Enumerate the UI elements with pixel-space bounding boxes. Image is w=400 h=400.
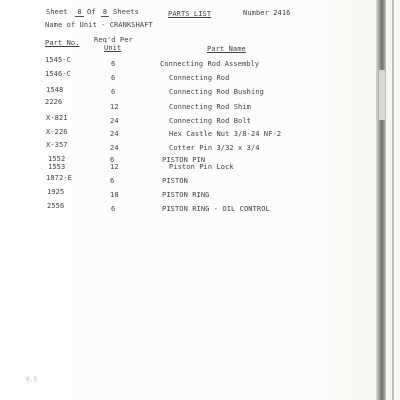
part-number: 1552 [48, 155, 66, 163]
quantity: 6 [111, 60, 116, 68]
unit-name: Name of Unit - CRANKSHAFT [45, 21, 153, 29]
part-name: Cotter Pin 3/32 x 3/4 [169, 144, 260, 152]
part-name: Hex Castle Nut 3/8-24 NF-2 [169, 130, 282, 138]
part-number: 2556 [47, 202, 65, 210]
part-name: PISTON RING - OIL CONTROL [162, 205, 270, 213]
quantity: 24 [110, 144, 119, 152]
part-name: Connecting Rod Bolt [169, 117, 251, 125]
part-name: Connecting Rod Shim [169, 103, 251, 111]
quantity: 12 [110, 163, 119, 171]
part-name: Piston Pin Lock [169, 163, 234, 171]
document-number: Number 2416 [243, 9, 291, 17]
part-number: 1545-C [45, 56, 71, 64]
column-header-reqd-line1: Req'd Per [94, 36, 133, 44]
column-header-part-no: Part No. [45, 39, 80, 47]
column-header-part-name: Part Name [207, 45, 246, 53]
part-name: PISTON [162, 177, 188, 185]
part-number: 1553 [48, 163, 66, 171]
quantity: 6 [111, 205, 116, 213]
sheets-label: Sheets [113, 8, 139, 16]
sheet-total: 8 [102, 8, 108, 16]
page-mark: 0.3 [26, 376, 37, 383]
part-number: 2226 [45, 98, 63, 106]
quantity: 12 [110, 103, 119, 111]
part-name: PISTON PIN [162, 156, 206, 164]
quantity: 18 [110, 191, 119, 199]
part-number: 1872-E [46, 174, 72, 182]
sheet-label: Sheet [46, 8, 68, 16]
part-name: Connecting Rod [169, 74, 230, 82]
part-number: 1925 [47, 188, 65, 196]
sheet-number: 8 [75, 9, 84, 17]
column-header-reqd-line2: Unit [104, 44, 122, 52]
part-number: X-226 [46, 128, 68, 136]
part-name: Connecting Rod Bushing [169, 88, 264, 96]
part-number: X-357 [46, 141, 68, 149]
part-name: PISTON RING [162, 191, 210, 199]
page-edge-line [392, 0, 394, 400]
quantity: 6 [111, 74, 116, 82]
page-edge-shadow [376, 0, 386, 400]
quantity: 6 [111, 88, 116, 96]
part-number: 1548 [46, 86, 64, 94]
quantity: 24 [110, 117, 119, 125]
quantity: 24 [110, 130, 119, 138]
quantity: 6 [110, 156, 115, 164]
binding-notch [379, 70, 385, 120]
quantity: 6 [110, 177, 115, 185]
part-name: Connecting Rod Assembly [160, 60, 260, 68]
part-number: 1546-C [45, 70, 71, 78]
document-title: PARTS LIST [168, 10, 212, 18]
sheet-of-label: Of [87, 8, 96, 16]
part-number: X-821 [46, 114, 68, 122]
